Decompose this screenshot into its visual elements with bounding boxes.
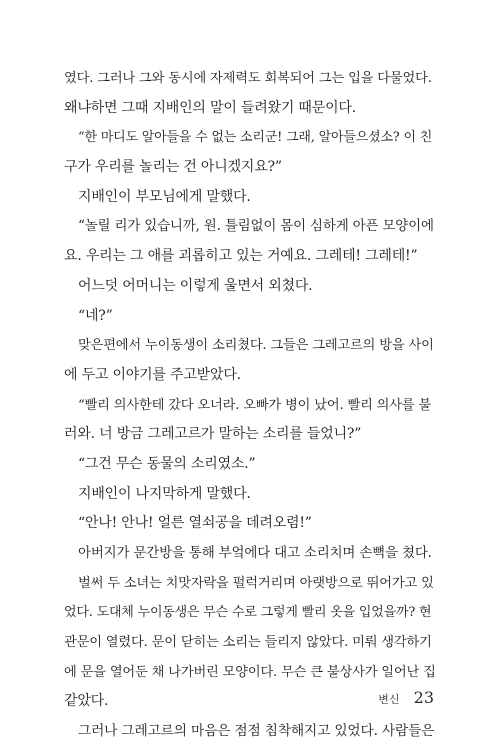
page-footer: [378, 688, 434, 707]
text-line: 구가 우리를 놀리는 건 아니겠지요?”: [64, 159, 282, 176]
text-line: 였다. 그러나 그와 동시에 자제력도 회복되어 그는 입을 다물었다.: [64, 71, 432, 86]
text-line: “놀릴 리가 있습니까, 원. 틀림없이 몸이 심하게 아픈 모양이에: [78, 218, 434, 235]
page-number: 23: [413, 688, 434, 707]
text-line: “네?”: [78, 307, 113, 324]
text-line: 러와. 너 방금 그레고르가 말하는 소리를 들었니?”: [64, 426, 362, 443]
text-line: 요. 우리는 그 애를 괴롭히고 있는 거예요. 그레테! 그레테!”: [64, 248, 418, 265]
text-line: “빨리 의사한테 갔다 오너라. 오빠가 병이 났어. 빨리 의사를 불: [78, 397, 432, 413]
body-text: [64, 64, 436, 747]
text-line: 어느덧 어머니는 이렇게 울면서 외쳤다.: [78, 277, 313, 294]
text-line: “안나! 안나! 얼른 열쇠공을 데려오렴!”: [78, 515, 312, 532]
text-line: 관문이 열렸다. 문이 닫히는 소리는 들리지 않았다. 미뤄 생각하기: [64, 635, 432, 651]
text-line: 에 문을 열어둔 채 나가버린 모양이다. 무슨 큰 불상사가 일어난 집: [64, 664, 436, 680]
text-line: 벌써 두 소녀는 치맛자락을 펄럭거리며 아랫방으로 뛰어가고 있: [78, 575, 434, 591]
text-line: 맞은편에서 누이동생이 소리쳤다. 그들은 그레고르의 방을 사이: [78, 338, 434, 354]
text-line: 왜냐하면 그때 지배인의 말이 들려왔기 때문이다.: [64, 99, 356, 116]
text-line: “한 마디도 알아들을 수 없는 소리군! 그래, 알아들으셨소? 이 친: [78, 130, 433, 146]
text-line: “그건 무슨 동물의 소리였소.”: [78, 455, 256, 472]
text-line: 지배인이 부모님에게 말했다.: [78, 188, 251, 205]
text-line: 아버지가 문간방을 통해 부엌에다 대고 소리치며 손뼉을 쳤다.: [78, 545, 432, 561]
text-line: 에 두고 이야기를 주고받았다.: [64, 366, 241, 383]
text-line: 그러나 그레고르의 마음은 점점 침착해지고 있었다. 사람들은: [78, 723, 435, 740]
text-line: 같았다.: [64, 693, 109, 710]
running-title: 변신: [378, 693, 400, 706]
text-line: 었다. 도대체 누이동생은 무슨 수로 그렇게 빨리 옷을 입었을까? 현: [64, 605, 432, 621]
text-line: 지배인이 나지막하게 말했다.: [78, 485, 251, 502]
